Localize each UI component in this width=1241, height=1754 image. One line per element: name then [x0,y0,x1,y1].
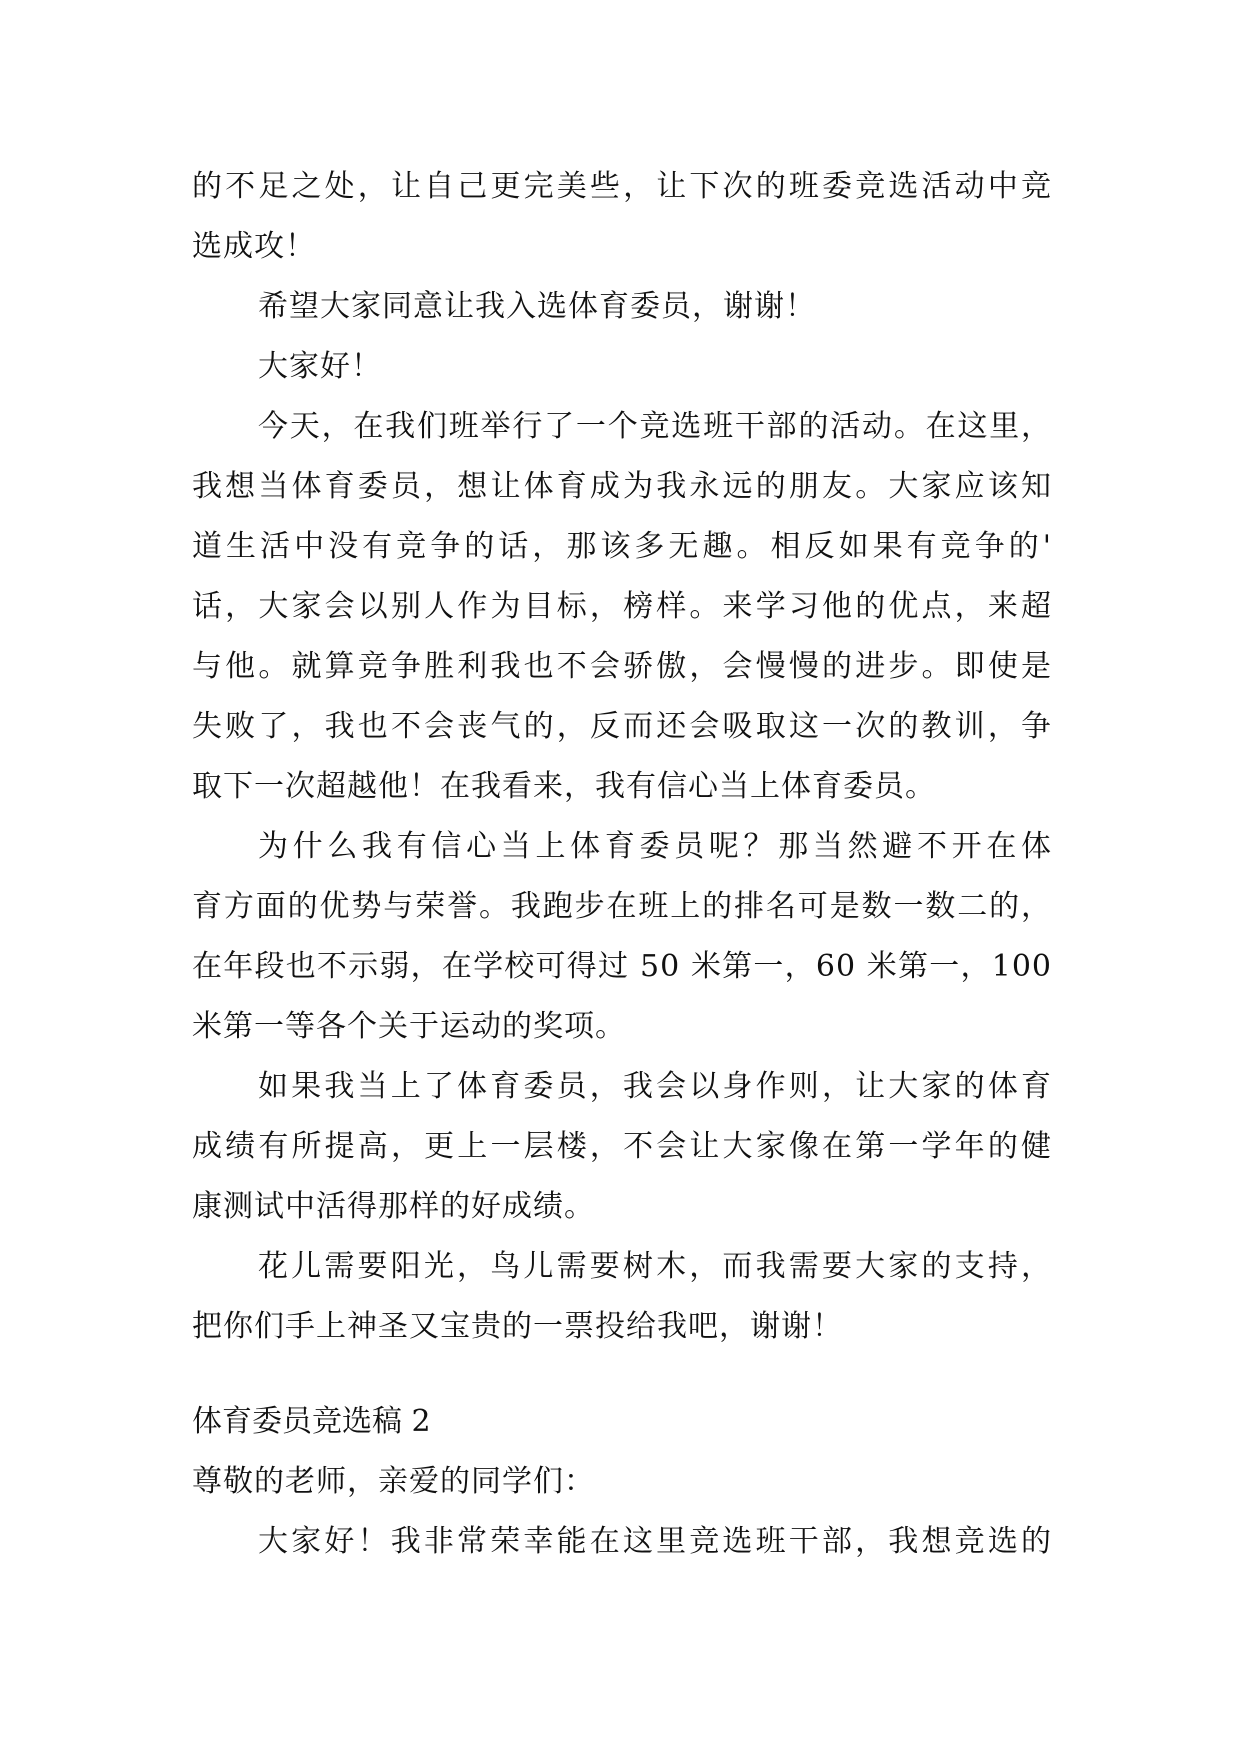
salutation-line: 尊敬的老师，亲爱的同学们： [192,1464,595,1499]
paragraph-line: 在年段也不示弱，在学校可得过 50 米第一，60 米第一，100 [192,949,1052,984]
paragraph-line: 大家好！我非常荣幸能在这里竞选班干部，我想竞选的 [258,1524,1052,1559]
paragraph-line: 如果我当上了体育委员，我会以身作则，让大家的体育 [258,1069,1052,1104]
paragraph-line: 我想当体育委员，想让体育成为我永远的朋友。大家应该知 [192,469,1052,504]
paragraph-line: 话，大家会以别人作为目标，榜样。来学习他的优点，来超 [192,589,1052,624]
paragraph-line: 米第一等各个关于运动的奖项。 [192,1009,626,1044]
paragraph-line: 康测试中活得那样的好成绩。 [192,1189,595,1224]
paragraph-line: 今天，在我们班举行了一个竞选班干部的活动。在这里， [258,409,1052,444]
paragraph-line: 与他。就算竞争胜利我也不会骄傲，会慢慢的进步。即使是 [192,649,1052,684]
paragraph-line: 的不足之处，让自己更完美些，让下次的班委竞选活动中竞 [192,169,1052,204]
greeting-line: 大家好！ [258,349,382,384]
paragraph-line: 把你们手上神圣又宝贵的一票投给我吧，谢谢！ [192,1309,843,1344]
section-title: 体育委员竞选稿 2 [192,1404,431,1439]
paragraph-line: 道生活中没有竞争的话，那该多无趣。相反如果有竞争的' [192,529,1052,564]
paragraph-line: 取下一次超越他！在我看来，我有信心当上体育委员。 [192,769,936,804]
paragraph-line: 育方面的优势与荣誉。我跑步在班上的排名可是数一数二的， [192,889,1052,924]
paragraph-line: 花儿需要阳光，鸟儿需要树木，而我需要大家的支持， [258,1249,1052,1284]
paragraph-line: 失败了，我也不会丧气的，反而还会吸取这一次的教训，争 [192,709,1052,744]
paragraph-line: 选成攻！ [192,229,316,264]
paragraph-line: 成绩有所提高，更上一层楼，不会让大家像在第一学年的健 [192,1129,1052,1164]
paragraph-line: 为什么我有信心当上体育委员呢？那当然避不开在体 [258,829,1052,864]
paragraph-line: 希望大家同意让我入选体育委员，谢谢！ [258,289,816,324]
